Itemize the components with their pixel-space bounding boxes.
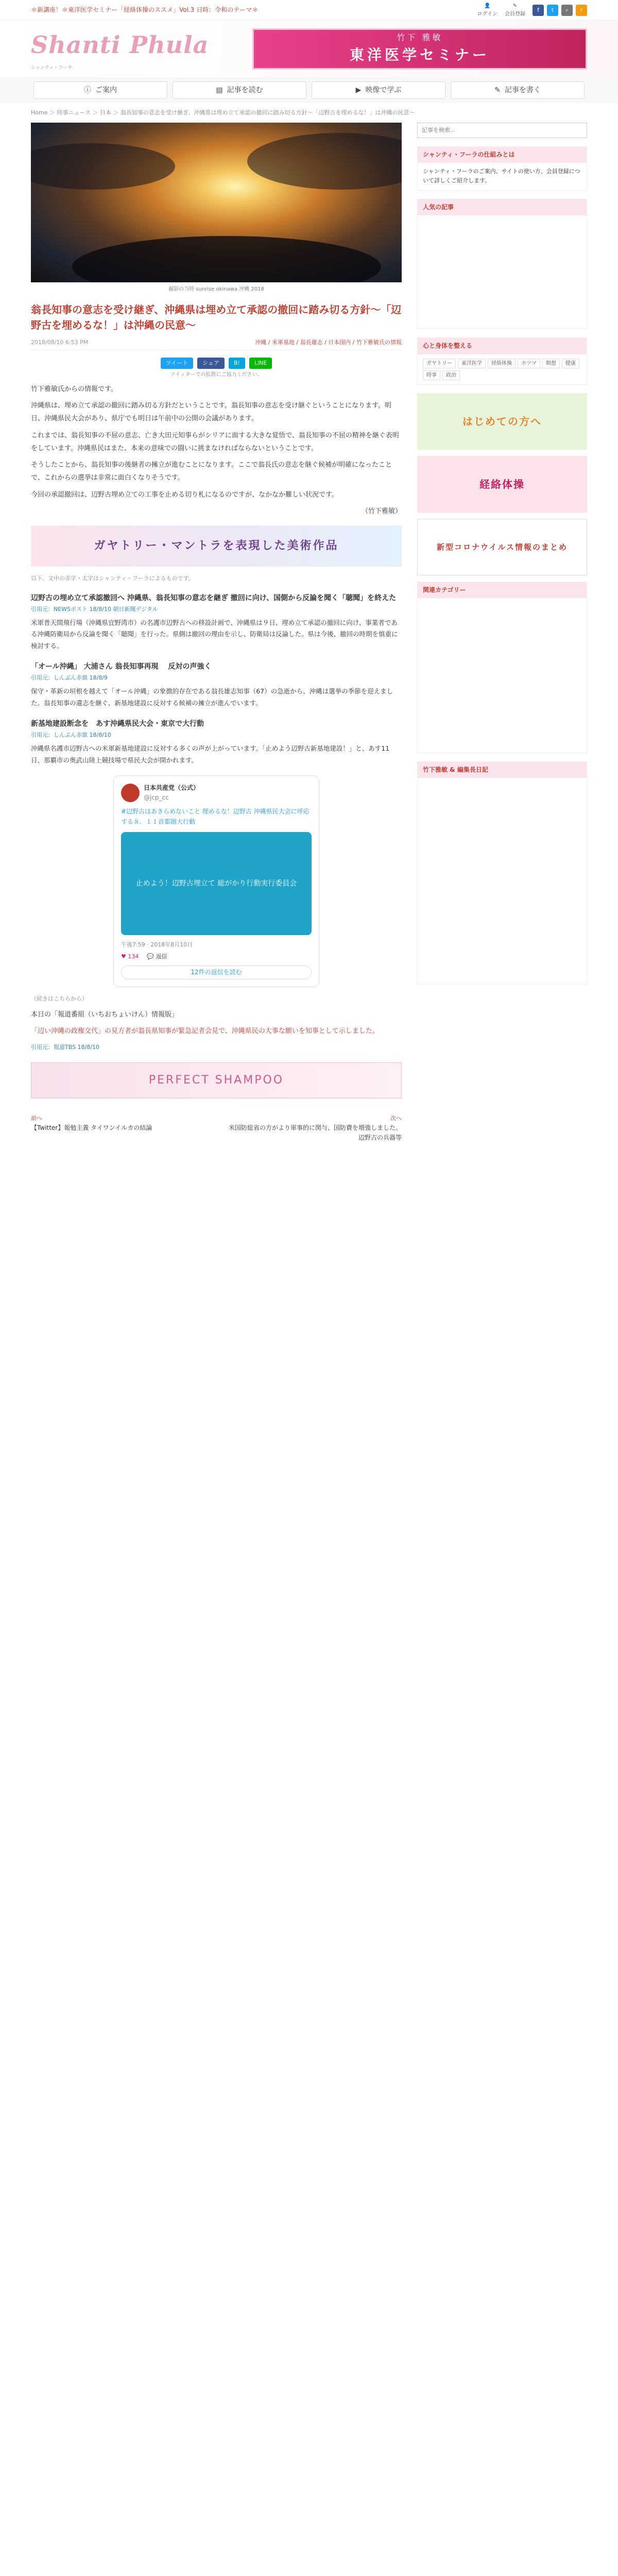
article-meta [31, 338, 402, 351]
keiraku-banner[interactable]: 経絡体操 [417, 456, 587, 513]
article-date: 2018/08/10 6:53 PM [31, 338, 89, 346]
box-title: シャンティ・フーラの仕組みとは [418, 147, 587, 163]
extra-link[interactable]: 引用元：報道TBS 18/8/10 [31, 1044, 99, 1051]
tweet-button[interactable]: ツイート [161, 358, 193, 369]
news-text: 米軍普天間飛行場（沖縄県宜野湾市）の名護市辺野古への移設計画で、沖縄県は９日、埋め立て承認の撤回に向け、事業者である沖縄防衛局から反論を聞く「聴聞」を行った。県側は撤回の理由を示し、防衛局は反論した。県は今後、撤回の時期を慎重に検討する。 [31, 618, 398, 650]
paragraph: これまでは、翁長知事の不屈の意志、亡き大田元知事らがシリアに面する大きな覚悟で、翁長知事の不屈の精神を継ぐ表明をしています。沖縄県民はまた、本来の意味での闘いに挑まなければならないということです。 [31, 431, 399, 452]
video-icon: ▶ [355, 86, 362, 94]
article-categories[interactable]: 沖縄 / 米軍基地 / 翁長雄志 / 日本国内 / 竹下雅敏氏の情報 [255, 338, 402, 346]
seminar-banner[interactable] [252, 28, 587, 70]
pencil-icon: ✎ [512, 3, 518, 9]
register-link[interactable]: ✎ 会員登録 [505, 3, 525, 17]
tweet-more-replies[interactable]: 12件の返信を読む [121, 965, 312, 979]
banner-main: 東洋医学セミナー [349, 46, 490, 64]
intro-text: 竹下雅敏氏からの情報です。 [31, 385, 117, 393]
content-wrap [0, 123, 618, 1158]
top-icons [477, 2, 588, 19]
rss-icon[interactable]: r [576, 5, 587, 16]
tag[interactable]: 瞑想 [542, 359, 560, 368]
prev-post[interactable]: 前へ 【Twitter】報勉主義 タイワンイルカの結論 [31, 1115, 152, 1131]
article-body [31, 383, 402, 518]
gayatri-ad-banner[interactable]: ガヤトリー・マントラを表現した美術作品 [31, 526, 402, 567]
news-source[interactable]: 引用元：しんぶん赤旗 18/8/10 [31, 732, 111, 739]
tag[interactable]: 健康 [562, 359, 579, 368]
covid-banner[interactable]: 新型コロナウイルス情報のまとめ [417, 519, 587, 575]
share-buttons [31, 358, 402, 369]
main-nav [0, 77, 618, 103]
tag[interactable]: 東洋医学 [458, 359, 486, 368]
news-item [31, 592, 402, 652]
facebook-icon[interactable]: f [533, 5, 544, 16]
tweet-author: 日本共産党（公式） [144, 784, 200, 792]
heart-icon[interactable]: ♥ 134 [121, 953, 139, 960]
emphasis-note: 以下、文中の赤字・太字はシャンティ・フーラによるものです。 [31, 574, 194, 582]
book-icon: ▤ [216, 86, 223, 94]
next-post[interactable]: 次へ 米国防総省の方がより軍事的に関与、国防費を増強しました。辺野古の兵器等 [228, 1115, 402, 1141]
paragraph: 今回の承認撤回は、辺野古埋め立ての工事を止める切り札になるのですが、なかなか難しい状況です。 [31, 490, 338, 499]
nav-read[interactable]: ▤ 記事を読む [173, 81, 306, 99]
signature: （竹下雅敏） [361, 507, 402, 516]
box-title: 関連カテゴリー [418, 582, 587, 598]
top-notice[interactable]: ＊新講座！＊東洋医学セミナー「経絡体操のススメ」Vol.3 日時：令和のテーマ＊ [31, 6, 259, 13]
user-icon: 👤 [484, 3, 491, 9]
facebook-share-button[interactable]: シェア [197, 358, 225, 369]
nav-video[interactable]: ▶ 映像で学ぶ [312, 81, 445, 99]
avatar [121, 784, 140, 802]
hatena-button[interactable]: B! [229, 358, 245, 369]
share-note: ツイッターでの拡散にご協力ください。 [170, 371, 263, 378]
tag[interactable]: 経絡体操 [488, 359, 516, 368]
box-body: シャンティ・フーラのご案内、サイトの使い方、会員登録について詳しくご紹介します。 [423, 167, 580, 184]
tag[interactable]: 時事 [423, 370, 440, 380]
box-body [418, 215, 587, 329]
line-button[interactable]: LINE [249, 358, 272, 369]
news-source[interactable]: 引用元：NEWSポスト 18/8/10 朝日新聞デジタル [31, 605, 158, 613]
extra-text: 本日の「報道番組（いちおちょいけん）情報版」 [31, 1010, 179, 1019]
hero-image [31, 123, 402, 282]
tag-list [418, 354, 587, 384]
image-caption: 撮影の当時 sunrise okinawa 沖縄 2018 [168, 286, 264, 292]
sidebar-box [417, 146, 587, 191]
sidebar-box [417, 761, 587, 985]
continue-note[interactable]: （続きはこちらから） [31, 995, 88, 1003]
search-input[interactable] [417, 123, 587, 138]
extra-section [31, 1009, 402, 1053]
breadcrumb[interactable]: Home ＞ 時事ニュース ＞ 日本 ＞ 翁長知事の意志を受け継ぎ、沖縄県は埋め立て承認の撤回に踏み切る方針〜「辺野古を埋めるな！」は沖縄の民意〜 [31, 109, 415, 116]
sidebar-box [417, 582, 587, 753]
news-text: 保守・革新の垣根を越えて「オール沖縄」の象徴的存在である翁長雄志知事（67）の急逝から、沖縄は選挙の季節を迎えました。翁長知事の遺志を継ぐ、新基地建設に反対する候補の擁立が進んでいます。 [31, 687, 393, 707]
news-source[interactable]: 引用元：しんぶん赤旗 18/8/9 [31, 674, 108, 682]
news-title: 辺野古の埋め立て承認撤回へ 沖縄県、翁長知事の意志を継ぎ 撤回に向け、国側から反論を聞く「聴聞」を終えた [31, 594, 397, 602]
tag[interactable]: ホツマ [518, 359, 540, 368]
box-title: 竹下雅敏 & 編集長日記 [418, 762, 587, 778]
twitter-icon[interactable]: t [547, 5, 558, 16]
site-header [0, 21, 618, 77]
tweet-actions [121, 952, 312, 961]
cloud-shape [31, 143, 175, 190]
nav-guide[interactable]: ⓘ ご案内 [33, 81, 167, 99]
cloud-shape [72, 236, 381, 282]
site-logo[interactable]: Shanti Phula シャンティ・フーラ [31, 26, 209, 72]
sidebar [417, 123, 587, 1158]
tweet-handle: @jcp_cc [144, 794, 169, 802]
box-title: 心と身体を整える [418, 338, 587, 354]
cloud-shape [247, 133, 402, 190]
pen-icon: ✎ [494, 86, 501, 94]
box-body [418, 598, 587, 753]
logo-sub: シャンティ・フーラ [31, 65, 72, 71]
reply-icon[interactable]: 💬 返信 [147, 953, 167, 960]
embedded-tweet[interactable] [113, 775, 319, 987]
box-title: 人気の記事 [418, 199, 587, 215]
news-title: 「オール沖縄」 大浦さん 翁長知事再現 反対の声強く [31, 663, 212, 671]
box-body [418, 778, 587, 984]
main-column [31, 123, 402, 1158]
sidebar-box [417, 199, 587, 329]
article-title: 翁長知事の意志を受け継ぎ、沖縄県は埋め立て承認の撤回に踏み切る方針〜「辺野古を埋めるな！」は沖縄の民意〜 [31, 303, 402, 331]
info-icon: ⓘ [84, 86, 91, 94]
news-item [31, 718, 402, 766]
post-pager [31, 1114, 402, 1143]
tweet-text: #辺野古はあきらめないこと 埋めるな！辺野古 沖縄県民大会に呼応する８．１１首都圏大行動 [121, 808, 310, 825]
tweet-header [121, 783, 312, 803]
top-bar [0, 0, 618, 21]
tag[interactable]: ガヤトリー [423, 359, 456, 368]
paragraph: 沖縄県は、埋め立て承認の撤回に踏み切る方針だということです。翁長知事の意志を受け継ぐということになります。明日、沖縄県民大会があり、県庁でも明日は午前中の公開の会議があります。 [31, 402, 391, 423]
news-item [31, 661, 402, 709]
welcome-banner[interactable]: はじめての方へ [417, 393, 587, 450]
social-icons [533, 5, 587, 16]
nav-write[interactable]: ✎ 記事を書く [451, 81, 585, 99]
banner-top: 竹下 雅敏 [397, 32, 443, 42]
tag[interactable]: 政治 [442, 370, 460, 380]
search-icon[interactable]: ⌕ [561, 5, 573, 16]
tweet-date: 午後7:59 · 2018年8月10日 [121, 941, 193, 948]
tweet-card[interactable]: 止めよう！辺野古埋立て 総がかり行動実行委員会 [121, 832, 312, 935]
news-title: 新基地建設断念を あす沖縄県民大会・東京で大行動 [31, 720, 204, 728]
paragraph: そうしたことから、翁長知事の後継者の擁立が進むことになります。ここで翁長氏の意志を継ぐ候補が明確になったことで、これからの選挙は非常に面白くなりそうです。 [31, 461, 392, 482]
shampoo-ad[interactable]: PERFECT SHAMPOO [31, 1062, 402, 1098]
login-link[interactable]: 👤 ログイン [477, 3, 497, 17]
sidebar-box [417, 337, 587, 384]
news-text: 沖縄県名護市辺野古への米軍新基地建設に反対する多くの声が上がっています。「止めよう辺野古新基地建設！」と、あす11日、那覇市の奥武山陸上競技場で県民大会が開かれます。 [31, 744, 390, 764]
extra-text: 「辺い沖縄の政権交代」の見方者が翁長県知事が緊急記者会見で、沖縄県民の大事な願いを知事として示しました。 [31, 1027, 379, 1036]
